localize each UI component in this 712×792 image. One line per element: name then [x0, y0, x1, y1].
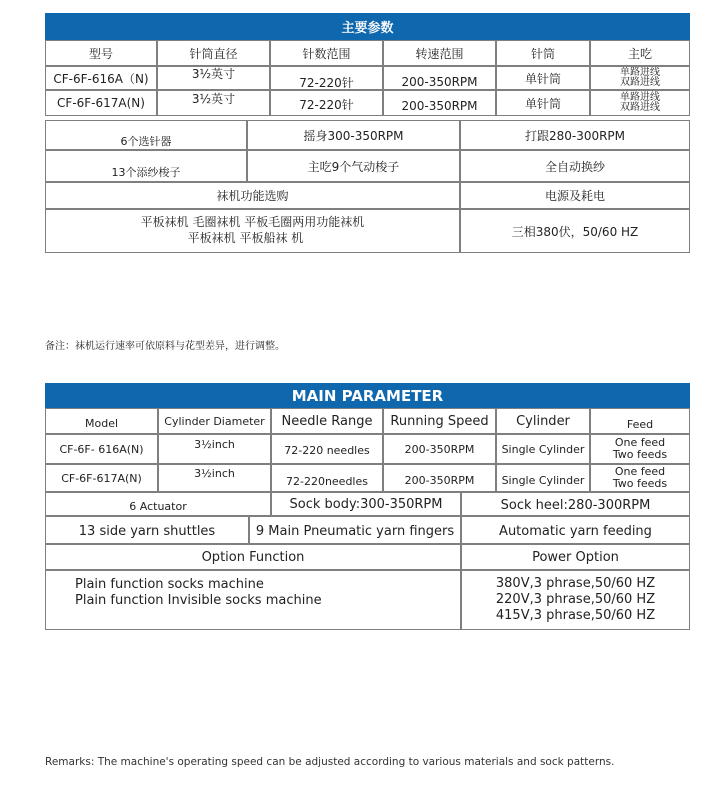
cn-row1-model: CF-6F-616A（N) — [45, 66, 157, 90]
en-dims-header-pkg: Package Dimension(L×W×H) — [339, 661, 525, 691]
cn-row2-feed1: 单路进线 — [620, 91, 660, 103]
cn-dims-header-gw: 毛重 — [606, 253, 690, 279]
cn-dims-row2-model: CF-6F-617 — [45, 306, 152, 334]
cn-auto-feed: 全自动换纱 — [460, 150, 690, 182]
en-row1-model: CF-6F- 616A(N) — [45, 434, 158, 464]
en-header-model: Model — [45, 408, 158, 434]
en-header-cylinder: Cylinder — [496, 408, 590, 434]
en-power-line1: 380V,3 phrase,50/60 HZ — [495, 575, 656, 591]
cn-row1-needles: 72-220针 — [270, 66, 383, 90]
en-option-line2: Plain function Invisible socks machine — [75, 593, 322, 609]
en-row2-feed2: Two feeds — [612, 477, 668, 490]
cn-row1-diameter: 3½英寸 — [157, 66, 270, 90]
en-dims-row2-gw: 510kgs — [610, 723, 690, 755]
en-row1-diameter: 3½inch — [158, 434, 271, 464]
cn-dims-row1-floor: 160×150×270cm — [152, 279, 338, 306]
en-row1-needles: 72-220 needles — [271, 434, 383, 464]
en-dims-row2-model: CF-6F-617 — [45, 723, 150, 755]
en-dims-row1-nw: 430kgs — [525, 691, 610, 723]
en-dims-header-floor: Floor space (L×W×H) — [150, 661, 339, 691]
en-row1-feed2: Two feeds — [612, 448, 668, 461]
cn-row2-feed — [590, 90, 690, 116]
cn-dims-header-nw: 净重 — [525, 253, 606, 279]
en-sock-body: Sock body:300-350RPM — [271, 492, 461, 516]
cn-dims-row1-gw: 510kgs — [606, 279, 690, 306]
en-shuttles: 13 side yarn shuttles — [45, 516, 249, 544]
en-dims-header-model: Model — [45, 661, 150, 691]
en-power-line3: 415V,3 phrase,50/60 HZ — [495, 608, 656, 624]
cn-dims-header-pkg: 包装尺寸 (L×W×H) — [338, 253, 525, 279]
cn-row1-feed1: 单路进线 — [620, 66, 660, 78]
en-power-title: Power Option — [461, 544, 690, 570]
en-row2-feed — [590, 464, 690, 492]
en-actuator: 6 Actuator — [45, 492, 271, 516]
cn-remark: 备注：袜机运行速率可依原料与花型差异，进行调整。 — [45, 341, 285, 352]
en-row1-cylinder: Single Cylinder — [496, 434, 590, 464]
en-row1-speed: 200-350RPM — [383, 434, 496, 464]
en-dims-header-nw: N.W — [525, 661, 610, 691]
cn-dims-row1-model: CF-6F-616 — [45, 279, 152, 306]
cn-title-bar: 主要参数 — [45, 13, 690, 40]
cn-power-value: 三相380伏，50/60 HZ — [460, 209, 690, 253]
en-row2-needles: 72-220needles — [271, 464, 383, 492]
en-fingers: 9 Main Pneumatic yarn fingers — [249, 516, 461, 544]
en-dims-row1-model: CF-6F-616 — [45, 691, 150, 723]
en-dims-row1-gw: 510kgs — [610, 691, 690, 723]
cn-header-model: 型号 — [45, 40, 157, 66]
cn-header-cylinder: 针筒 — [496, 40, 590, 66]
cn-row2-speed: 200-350RPM — [383, 90, 496, 116]
cn-row1-speed: 200-350RPM — [383, 66, 496, 90]
en-dims-header-gw: G.W — [610, 661, 690, 691]
cn-row2-cylinder: 单针筒 — [496, 90, 590, 116]
en-dims-row2-nw: 430kgs — [525, 723, 610, 755]
cn-option-line2: 平板袜机 平板船袜 机 — [187, 231, 304, 245]
cn-sock-heel: 打跟280-300RPM — [460, 120, 690, 150]
cn-header-needles: 针数范围 — [270, 40, 383, 66]
en-option-list — [45, 570, 461, 630]
cn-row2-needles: 72-220针 — [270, 90, 383, 116]
cn-power-title: 电源及耗电 — [460, 182, 690, 209]
en-sock-heel: Sock heel:280-300RPM — [461, 492, 690, 516]
cn-header-diameter: 针筒直径 — [157, 40, 270, 66]
cn-row1-cylinder: 单针筒 — [496, 66, 590, 90]
cn-actuator: 6个选针器 — [45, 120, 247, 150]
cn-dims-row2-floor: 160×150×270cm — [152, 306, 338, 334]
en-option-title: Option Function — [45, 544, 461, 570]
en-dims-row1-floor: 160×150×270cm — [150, 691, 339, 723]
cn-option-list — [45, 209, 460, 253]
cn-dims-header-model: 机器型号 — [45, 253, 152, 279]
cn-row2-feed2: 双路进线 — [620, 102, 660, 113]
cn-row1-feed2: 双路进线 — [620, 77, 660, 88]
en-header-needles: Needle Range — [271, 408, 383, 434]
en-dims-row2-floor: 160×150×270cm — [150, 723, 339, 755]
cn-row2-diameter: 3½英寸 — [157, 90, 270, 116]
en-dims-row1-pkg: 115×110×180cm — [339, 691, 525, 723]
cn-dims-header-floor: 占地尺寸 (L×W×H) — [152, 253, 338, 279]
en-row2-diameter: 3½inch — [158, 464, 271, 492]
en-row1-feed — [590, 434, 690, 464]
en-header-speed: Running Speed — [383, 408, 496, 434]
en-dims-row2-pkg: 115×110×180cm — [339, 723, 525, 755]
en-row1-feed1: One feed — [614, 436, 666, 450]
en-row2-feed1: One feed — [614, 465, 666, 479]
cn-dims-row1-pkg: 115×110×180cm — [338, 279, 525, 306]
en-title-bar: MAIN PARAMETER — [45, 383, 690, 408]
en-header-feed: Feed — [590, 408, 690, 434]
cn-option-title: 袜机功能选购 — [45, 182, 460, 209]
en-option-line1: Plain function socks machine — [75, 577, 264, 592]
cn-dims-row2-nw: 430kgs — [525, 306, 606, 334]
cn-dims-row2-gw: 510kgs — [606, 306, 690, 334]
en-remark: Remarks: The machine's operating speed can be adjusted according to various materials and sock patterns. — [45, 756, 615, 768]
cn-sock-body: 摇身300-350RPM — [247, 120, 460, 150]
en-power-list — [461, 570, 690, 630]
en-auto-feed: Automatic yarn feeding — [461, 516, 690, 544]
cn-dims-row1-nw: 430kgs — [525, 279, 606, 306]
cn-row1-feed — [590, 66, 690, 90]
en-header-diameter: Cylinder Diameter — [158, 408, 271, 434]
en-power-line2: 220V,3 phrase,50/60 HZ — [495, 591, 656, 607]
en-row2-speed: 200-350RPM — [383, 464, 496, 492]
en-row2-cylinder: Single Cylinder — [496, 464, 590, 492]
cn-shuttles: 13个添纱梭子 — [45, 150, 247, 182]
cn-header-feed: 主吃 — [590, 40, 690, 66]
cn-dims-row2-pkg: 115×110×180cm — [338, 306, 525, 334]
cn-row2-model: CF-6F-617A(N) — [45, 90, 157, 116]
cn-header-speed: 转速范围 — [383, 40, 496, 66]
cn-fingers: 主吃9个气动梭子 — [247, 150, 460, 182]
cn-option-line1: 平板袜机 毛圈袜机 平板毛圈两用功能袜机 — [140, 215, 365, 230]
en-row2-model: CF-6F-617A(N) — [45, 464, 158, 492]
